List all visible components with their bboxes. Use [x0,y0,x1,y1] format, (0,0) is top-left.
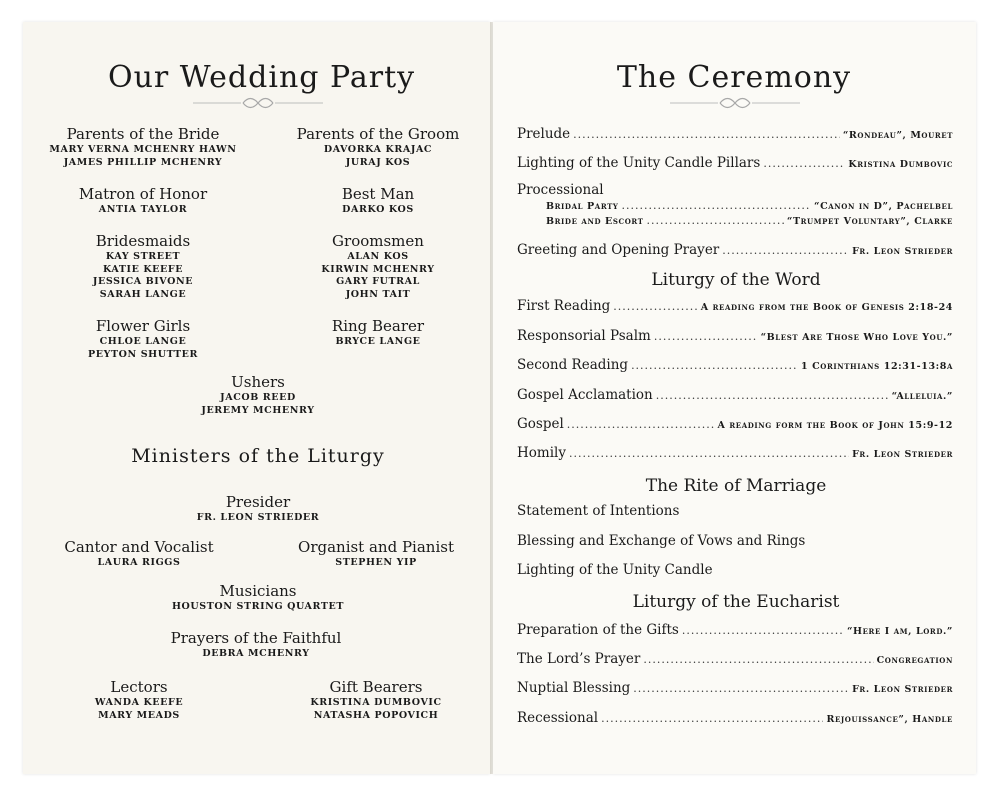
first-reading-row [517,298,953,314]
name: SARAH LANGE [99,288,187,300]
name: ALAN KOS [347,251,409,262]
musicians-label: Musicians [219,582,297,600]
name: WANDA KEEFE [94,697,184,708]
dot-leader [631,359,798,372]
cantor [64,538,213,570]
flourish-ornament-icon [193,96,323,110]
groomsmen [321,232,434,301]
unity-candle-label: Lighting of the Unity Candle [517,562,713,578]
recessional-row [517,710,953,726]
liturgy-eucharist-heading: Liturgy of the Eucharist [632,592,840,612]
dot-leader [573,128,840,141]
name: KAY STREET [105,251,181,262]
dot-leader [633,682,849,695]
name: ANTIA TAYLOR [98,204,188,215]
second-reading-row [517,357,953,373]
lords-prayer-value: Congregation [876,655,953,666]
gift-bearers [310,678,441,722]
gospel-acclamation-value: “Alleluia.” [891,391,953,402]
name: DAVORKA KRAJAC [323,144,433,155]
vows-label: Blessing and Exchange of Vows and Rings [517,533,806,549]
homily-row [517,445,953,461]
dot-leader [656,389,889,402]
dot-leader [647,214,784,227]
lectors-label: Lectors [110,678,168,696]
organist [298,538,454,570]
first-reading-label: First Reading [517,298,611,314]
parents-of-bride-label: Parents of the Bride [66,125,220,143]
greeting-row [517,242,953,258]
gospel-value: A reading form the Book of John 15:9-12 [717,420,953,431]
dot-leader [643,653,873,666]
gospel-acclamation-label: Gospel Acclamation [517,387,653,403]
ring-bearer [332,317,424,349]
prelude-row [517,126,953,142]
prelude-label: Prelude [517,126,571,142]
matron-of-honor [79,185,207,217]
cantor-label: Cantor and Vocalist [64,538,214,556]
name: LAURA RIGGS [97,557,181,568]
dot-leader [622,199,812,212]
dot-leader [569,447,849,460]
psalm-row [517,328,953,344]
homily-label: Homily [517,445,566,461]
bridal-party-row [546,199,953,212]
name: JOHN TAIT [345,288,411,300]
flower-girls [88,317,198,361]
wedding-party-title: Our Wedding Party [108,60,416,95]
name: MARY MEADS [98,709,180,721]
liturgy-word-heading: Liturgy of the Word [651,270,821,290]
organist-label: Organist and Pianist [298,538,454,556]
lords-prayer-label: The Lord’s Prayer [517,651,641,667]
name: JACOB REED [220,392,296,403]
name: KATIE KEEFE [102,263,184,275]
gospel-row [517,416,953,432]
ushers [201,373,314,417]
greeting-label: Greeting and Opening Prayer [517,242,720,258]
unity-pillars-label: Lighting of the Unity Candle Pillars [517,155,761,171]
nuptial-label: Nuptial Blessing [517,680,631,696]
name: FR. LEON STRIEDER [196,512,320,523]
gifts-label: Preparation of the Gifts [517,622,679,638]
parents-of-bride [49,125,236,169]
name: JAMES PHILLIP MCHENRY [63,156,223,168]
ushers-label: Ushers [231,373,285,391]
bridal-party-value: “Canon in D”, Pachelbel [814,201,953,212]
prayers-label: Prayers of the Faithful [170,629,342,647]
name: MARY VERNA MCHENRY HAWN [49,144,237,155]
name: KIRWIN MCHENRY [321,263,435,275]
dot-leader [722,244,849,257]
name: HOUSTON STRING QUARTET [171,601,345,612]
second-reading-value: 1 Corinthians 12:31-13:8a [800,361,953,372]
name: DEBRA MCHENRY [202,648,310,659]
psalm-value: “Blest Are Those Who Love You.” [760,332,953,343]
lectors [95,678,183,722]
best-man-label: Best Man [341,185,415,203]
presider-label: Presider [225,493,291,511]
name: JESSICA BIVONE [92,276,194,287]
name: JEREMY MCHENRY [201,404,315,416]
name: BRYCE LANGE [335,336,421,347]
ring-bearer-label: Ring Bearer [331,317,425,335]
dot-leader [567,418,715,431]
name: PEYTON SHUTTER [88,348,198,360]
bridesmaids [93,232,193,301]
unity-pillars-row [517,155,953,171]
best-man [342,185,414,217]
parents-of-groom [297,125,460,169]
gifts-row [517,622,953,638]
intentions-label: Statement of Intentions [517,503,680,519]
ceremony-title: The Ceremony [616,60,852,95]
dot-leader [763,157,845,170]
nuptial-value: Fr. Leon Strieder [852,684,953,695]
recessional-value: Rejouissance”, Handle [826,714,953,725]
name: GARY FUTRAL [336,276,420,287]
matron-of-honor-label: Matron of Honor [78,185,208,203]
gifts-value: “Here I am, Lord.” [846,626,953,637]
homily-value: Fr. Leon Strieder [852,449,953,460]
nuptial-row [517,680,953,696]
bridal-party-label: Bridal Party [546,201,619,212]
name: NATASHA POPOVICH [313,709,439,721]
rite-marriage-heading: The Rite of Marriage [645,476,827,496]
bride-escort-label: Bride and Escort [546,216,644,227]
processional-label: Processional [517,182,604,198]
name: JURAJ KOS [345,156,411,168]
name: DARKO KOS [342,204,414,215]
name: CHLOE LANGE [99,336,187,347]
presider [197,493,320,525]
flourish-ornament-icon [670,96,800,110]
gospel-label: Gospel [517,416,564,432]
unity-pillars-value: Kristina Dumbovic [848,159,953,170]
dot-leader [682,624,844,637]
bride-escort-value: “Trumpet Voluntary”, Clarke [786,216,953,227]
gospel-acclamation-row [517,387,953,403]
prelude-value: “Rondeau”, Mouret [842,130,953,141]
bride-escort-row [546,214,953,227]
flower-girls-label: Flower Girls [95,317,191,335]
gift-bearers-label: Gift Bearers [329,678,423,696]
ministers-title: Ministers of the Liturgy [131,445,385,467]
first-reading-value: A reading from the Book of Genesis 2:18-24 [700,302,953,313]
dot-leader [601,712,823,725]
psalm-label: Responsorial Psalm [517,328,651,344]
name: STEPHEN YIP [335,557,417,568]
second-reading-label: Second Reading [517,357,629,373]
dot-leader [613,300,697,313]
parents-of-groom-label: Parents of the Groom [296,125,460,143]
lords-prayer-row [517,651,953,667]
musicians [172,582,344,614]
prayers-of-faithful [171,629,342,661]
name: KRISTINA DUMBOVIC [310,697,442,708]
groomsmen-label: Groomsmen [332,232,424,250]
dot-leader [654,330,758,343]
recessional-label: Recessional [517,710,599,726]
greeting-value: Fr. Leon Strieder [852,246,953,257]
bridesmaids-label: Bridesmaids [95,232,191,250]
